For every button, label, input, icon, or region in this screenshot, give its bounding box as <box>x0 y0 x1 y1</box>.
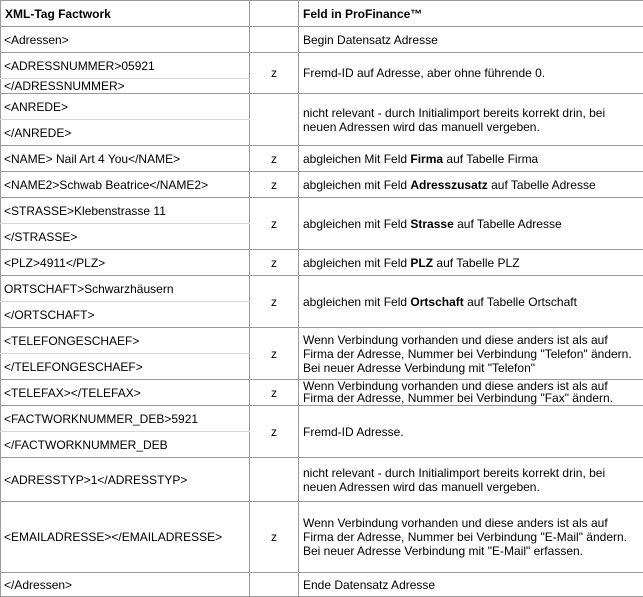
mark-cell: z <box>250 328 299 380</box>
mark-cell: z <box>250 172 299 198</box>
xml-tag-cell: <Adressen> <box>1 27 250 53</box>
description-text: auf Tabelle Firma <box>443 151 539 166</box>
table-row <box>1 198 643 224</box>
table-row <box>1 94 643 120</box>
description-text: auf Tabelle Adresse <box>453 216 562 231</box>
xml-tag-open-cell: <ADRESSNUMMER>05921 <box>1 53 250 79</box>
mark-cell: z <box>250 276 299 328</box>
table-row <box>1 328 643 354</box>
mark-cell: z <box>250 250 299 276</box>
xml-tag-close-cell: </FACTWORKNUMMER_DEB <box>1 432 250 458</box>
description-cell <box>299 198 643 250</box>
description-text: auf Tabelle PLZ <box>433 255 520 270</box>
table-row <box>1 53 643 79</box>
field-name: Adresszusatz <box>410 177 488 192</box>
table-row <box>1 27 643 53</box>
mark-cell: z <box>250 198 299 250</box>
description-cell <box>299 172 643 198</box>
description-text: abgleichen Mit Feld <box>303 151 411 166</box>
xml-tag-close-cell: </TELEFONGESCHAEF> <box>1 354 250 380</box>
header-profinance-field: Feld in ProFinance™ <box>299 1 643 27</box>
field-name: Ortschaft <box>410 294 464 309</box>
xml-tag-close-cell: </ORTSCHAFT> <box>1 302 250 328</box>
xml-tag-open-cell: <STRASSE>Klebenstrasse 11 <box>1 198 250 224</box>
description-text: abgleichen mit Feld <box>303 255 411 270</box>
description-cell: Ende Datensatz Adresse <box>299 573 643 597</box>
mark-cell: z <box>250 53 299 94</box>
xml-tag-close-cell: </ANREDE> <box>1 120 250 146</box>
mark-cell <box>250 27 299 53</box>
xml-tag-cell: <ADRESSTYP>1</ADRESSTYP> <box>1 458 250 502</box>
table-row <box>1 250 643 276</box>
xml-tag-cell: </Adressen> <box>1 573 250 597</box>
xml-tag-open-cell: <FACTWORKNUMMER_DEB>5921 <box>1 406 250 432</box>
description-cell <box>299 276 643 328</box>
xml-tag-open-cell: ORTSCHAFT>Schwarzhäusern <box>1 276 250 302</box>
mark-cell: z <box>250 406 299 458</box>
xml-tag-open-cell: <TELEFONGESCHAEF> <box>1 328 250 354</box>
description-cell <box>299 250 643 276</box>
xml-tag-open-cell: <ANREDE> <box>1 94 250 120</box>
xml-tag-cell: <PLZ>4911</PLZ> <box>1 250 250 276</box>
description-cell: Wenn Verbindung vorhanden und diese anders ist als auf Firma der Adresse, Nummer bei Verbindung "E-Mail" ändern. Bei neuer Adresse Verbindung mit "E-Mail" erfassen. <box>299 502 643 573</box>
mark-cell: z <box>250 380 299 406</box>
mark-cell: z <box>250 502 299 573</box>
header-xml-tag: XML-Tag Factwork <box>1 1 250 27</box>
xml-tag-close-cell: </STRASSE> <box>1 224 250 250</box>
xml-tag-cell: <NAME> Nail Art 4 You</NAME> <box>1 146 250 172</box>
field-name: PLZ <box>410 255 434 270</box>
field-name: Firma <box>410 151 444 166</box>
description-cell: Fremd-ID Adresse. <box>299 406 643 458</box>
description-text: abgleichen mit Feld <box>303 216 411 231</box>
description-text: auf Tabelle Ortschaft <box>463 294 577 309</box>
table-row <box>1 380 643 406</box>
field-name: Strasse <box>410 216 454 231</box>
table-row <box>1 276 643 302</box>
mark-cell <box>250 573 299 597</box>
table-row <box>1 573 643 597</box>
xml-tag-close-cell: </ADRESSNUMMER> <box>1 79 250 94</box>
mark-cell <box>250 458 299 502</box>
table-row <box>1 172 643 198</box>
xml-tag-cell: <NAME2>Schwab Beatrice</NAME2> <box>1 172 250 198</box>
table-row <box>1 146 643 172</box>
description-text: abgleichen mit Feld <box>303 294 411 309</box>
description-cell: Wenn Verbindung vorhanden und diese anders ist als auf Firma der Adresse, Nummer bei Verbindung "Telefon" ändern. Bei neuer Adresse Verbindung mit "Telefon" <box>299 328 643 380</box>
mark-cell: z <box>250 146 299 172</box>
table-row <box>1 406 643 432</box>
description-cell: nicht relevant - durch Initialimport bereits korrekt drin, bei neuen Adressen wird das manuell vergeben. <box>299 458 643 502</box>
mark-cell <box>250 94 299 146</box>
table-row <box>1 502 643 573</box>
table-row <box>1 458 643 502</box>
description-text: auf Tabelle Adresse <box>487 177 596 192</box>
header-row <box>1 1 643 27</box>
description-cell: Fremd-ID auf Adresse, aber ohne führende 0. <box>299 53 643 94</box>
description-cell <box>299 146 643 172</box>
xml-tag-cell: <EMAILADRESSE></EMAILADRESSE> <box>1 502 250 573</box>
xml-tag-cell: <TELEFAX></TELEFAX> <box>1 380 250 406</box>
header-mark <box>250 1 299 27</box>
description-cell: nicht relevant - durch Initialimport bereits korrekt drin, bei neuen Adressen wird das manuell vergeben. <box>299 94 643 146</box>
description-text: abgleichen mit Feld <box>303 177 411 192</box>
description-cell: Wenn Verbindung vorhanden und diese anders ist als auf Firma der Adresse, Nummer bei Verbindung "Fax" ändern. <box>299 380 643 406</box>
description-cell: Begin Datensatz Adresse <box>299 27 643 53</box>
